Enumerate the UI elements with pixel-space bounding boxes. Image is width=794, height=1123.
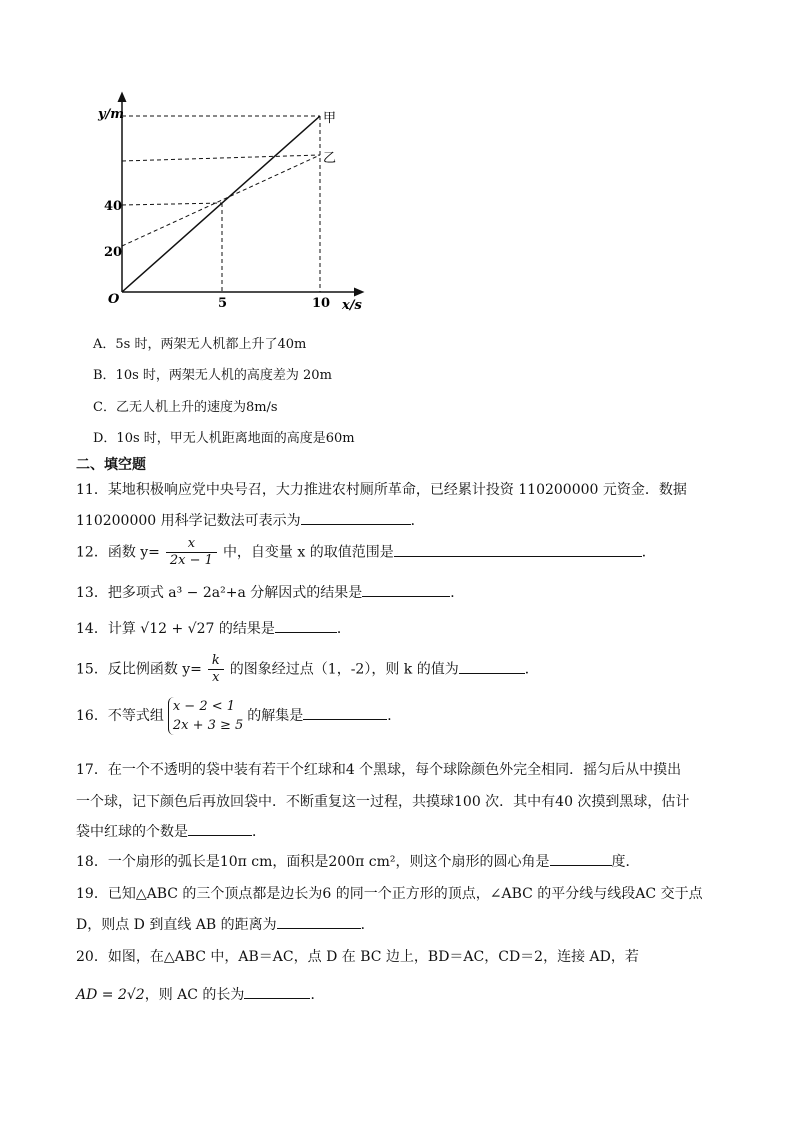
q20-expression: AD = 2√2 [76,987,145,1003]
q12-fraction [166,536,217,569]
q17-line1: 17．在一个不透明的袋中装有若干个红球和4 个黑球，每个球除颜色外完全相同．摇匀后从中摸出 [76,762,682,778]
q15-numerator: k [208,653,224,670]
q11-end: ． [410,513,425,529]
x-tick-5: 5 [218,296,228,311]
line-jia-label: 甲 [323,111,337,126]
section-title: 二、填空题 [76,457,146,473]
line-yi-label: 乙 [323,151,337,166]
q18 [76,851,640,871]
q20-post: ，则 AC 的长为 [144,987,245,1003]
q19-line2 [76,914,375,934]
q13-answer-blank[interactable] [362,584,450,597]
q16-row2: 2x + 3 ≥ 5 [172,718,244,733]
q15-post: 的图象经过点（1，-2），则 k 的值为 [229,661,459,678]
option-a: A．5s 时，两架无人机都上升了40m [93,337,307,352]
q12-denominator: 2x − 1 [169,553,213,568]
q19-answer-blank[interactable] [277,916,361,929]
q12-post: 中，自变量 x 的取值范围是 [222,544,394,561]
q14-post: 的结果是 [218,621,275,637]
y-axis-label: y/m [98,107,125,122]
q11-line2 [76,510,425,530]
q16-post: 的解集是 [247,708,304,724]
q19-text: D，则点 D 到直线 AB 的距离为 [76,917,277,933]
q12 [76,536,656,569]
q20-end: ． [310,987,325,1003]
q13-text: 13．把多项式 a³ − 2a²+a 分解因式的结果是 [76,585,363,601]
q12-end: ． [641,544,656,561]
line-yi [122,155,320,246]
q14-answer-blank[interactable] [275,620,337,633]
q13-end: ． [450,585,465,601]
q14-expression: √12 + √27 [140,621,215,637]
q11-line1: 11．某地积极响应党中央号召，大力推进农村厕所革命，已经累计投资 110200000 元资金．数据 [76,482,687,498]
q16 [76,697,401,735]
q12-answer-blank[interactable] [394,544,642,557]
q19-line1: 19．已知△ABC 的三个顶点都是边长为6 的同一个正方形的顶点，∠ABC 的平分线与线段AC 交于点 [76,886,703,902]
q18-answer-blank[interactable] [550,853,612,866]
q17-end: ． [252,824,266,840]
q20-line1: 20．如图，在△ABC 中，AB＝AC，点 D 在 BC 边上，BD＝AC，CD＝2，连接 AD，若 [76,949,639,965]
distance-time-graph [90,90,370,320]
q16-row1: x − 2 < 1 [172,699,236,714]
q12-pre: 12．函数 y= [76,544,160,561]
q18-text: 18．一个扇形的弧长是10π cm，面积是200π cm²，则这个扇形的圆心角是 [76,854,550,870]
q15-end: ． [524,661,539,678]
q16-pre: 16．不等式组 [76,708,164,724]
dash-40 [122,203,222,205]
q17-text: 袋中红球的个数是 [76,824,188,840]
q13 [76,582,464,602]
q16-inequality-system [168,697,243,735]
q16-end: ． [387,708,402,724]
q15-pre: 15．反比例函数 y= [76,661,202,678]
x-axis-label: x/s [342,298,362,313]
q14-end: ． [336,621,351,637]
q16-answer-blank[interactable] [303,707,387,720]
q11-answer-blank[interactable] [301,512,411,525]
q20-line2 [76,984,324,1004]
q15-answer-blank[interactable] [459,661,525,674]
q12-numerator: x [166,536,217,553]
q14-pre: 14．计算 [76,621,136,637]
q11-text: 110200000 用科学记数法可表示为 [76,513,301,529]
dash-yi-top [122,155,320,161]
option-c: C．乙无人机上升的速度为8m/s [93,400,278,415]
y-tick-40: 40 [104,199,123,214]
q17-line2: 一个球，记下颜色后再放回袋中．不断重复这一过程，共摸球100 次．其中有40 次摸到黑球，估计 [76,794,690,810]
q15 [76,653,539,686]
x-tick-10: 10 [312,296,331,311]
y-tick-20: 20 [104,245,123,260]
q15-fraction [208,653,224,686]
q15-denominator: x [212,670,220,685]
origin-label: O [108,292,120,307]
q17-answer-blank[interactable] [188,823,252,836]
q20-answer-blank[interactable] [244,986,310,999]
option-d: D．10s 时，甲无人机距离地面的高度是60m [93,431,355,446]
q17-line3 [76,821,266,841]
q18-end: 度． [611,854,640,870]
q14 [76,618,351,638]
option-b: B．10s 时，两架无人机的高度差为 20m [93,368,332,383]
q19-end: ． [360,917,375,933]
